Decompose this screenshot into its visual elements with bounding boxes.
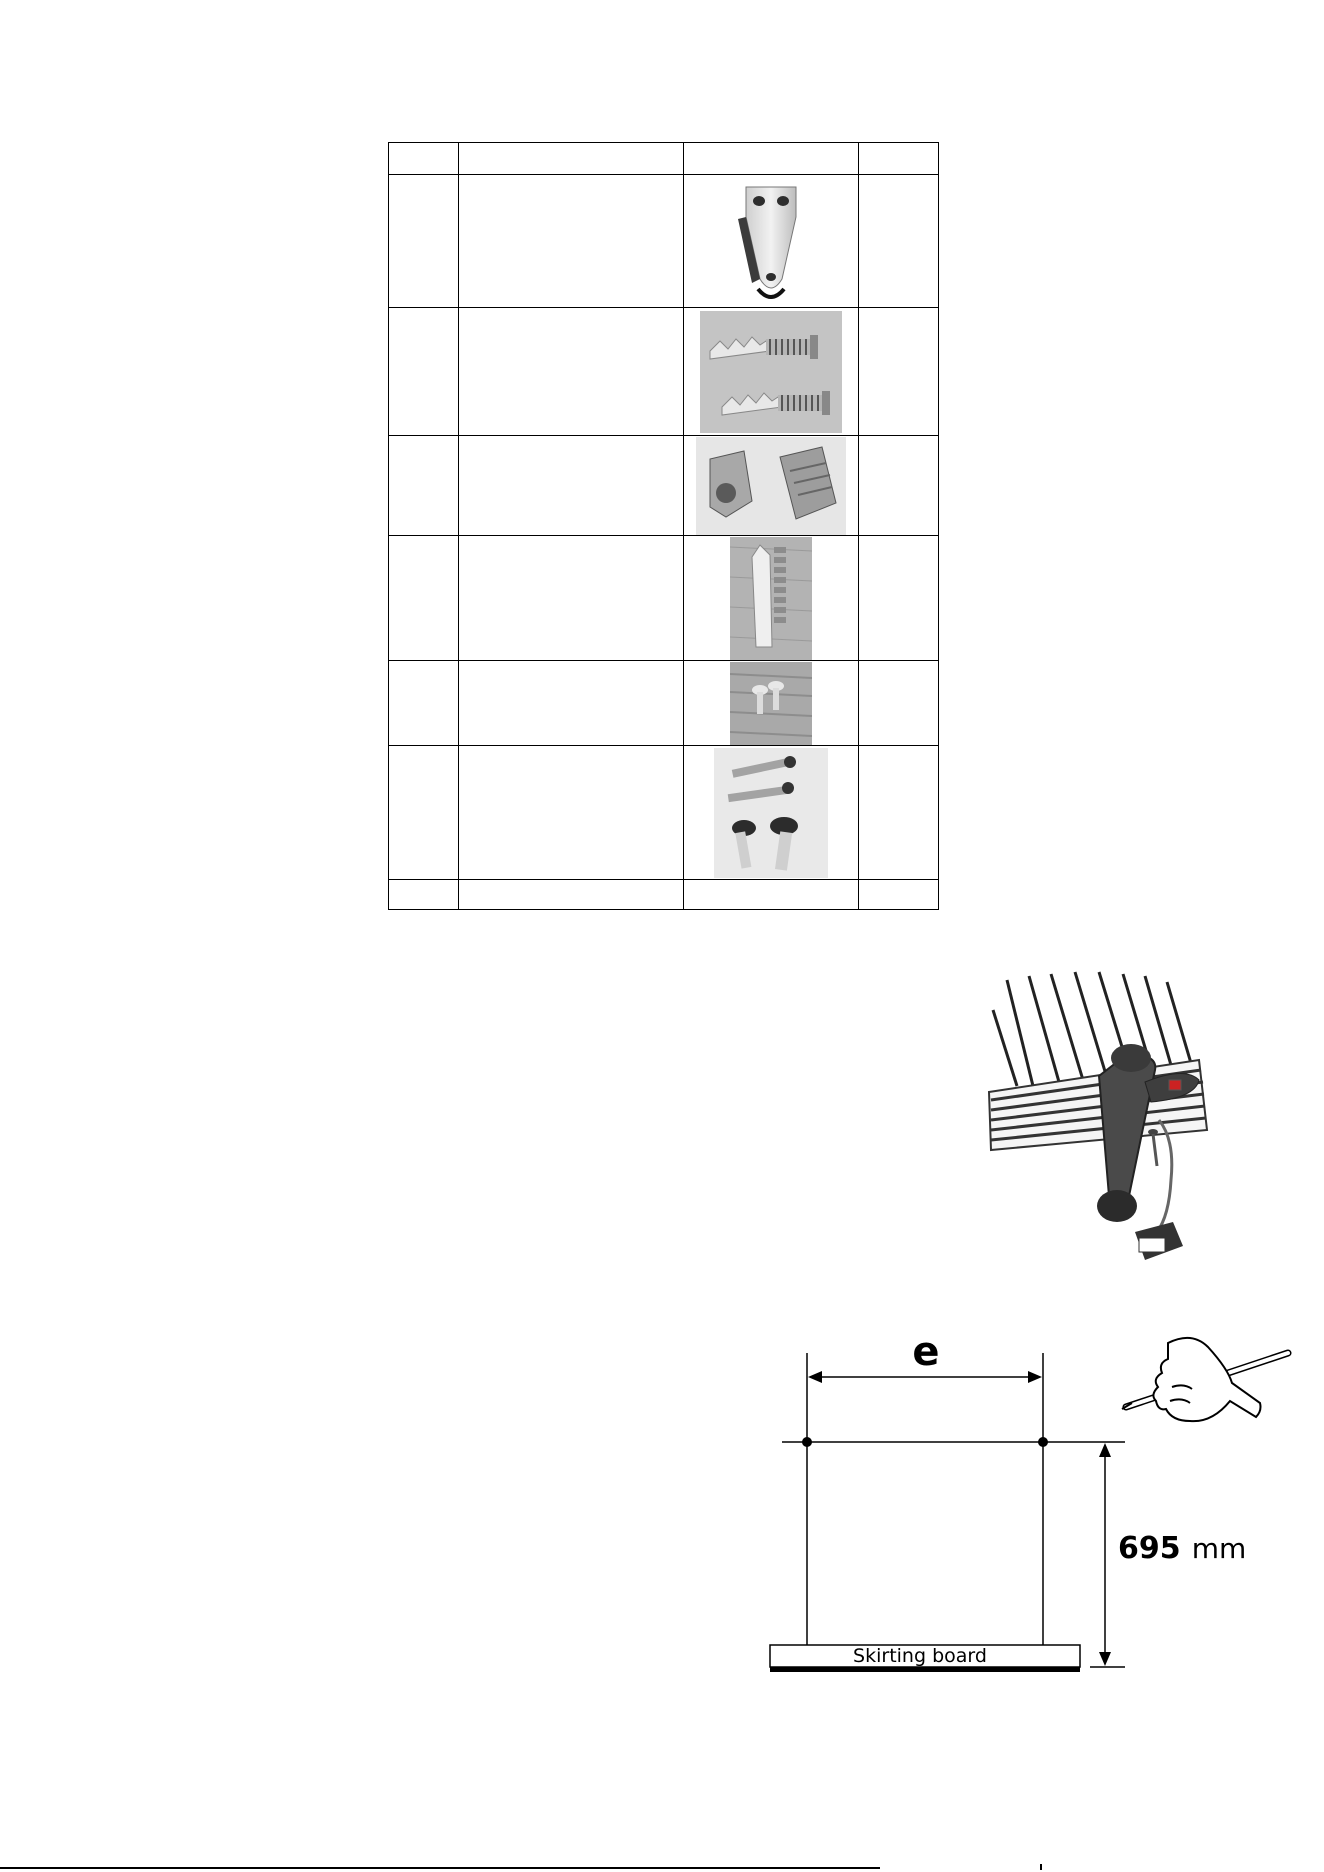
cell-quantity [859,880,939,910]
mark-point-left [802,1437,812,1447]
mounting-diagram [760,1325,1320,1695]
cell-image [684,536,859,661]
cell-description [459,536,684,661]
skirting-board [770,1645,1080,1672]
cell-description [459,880,684,910]
cell-quantity [859,436,939,536]
skirting-board-label: Skirting board [853,1645,987,1667]
table-row [389,536,939,661]
cell-image [684,436,859,536]
cell-image [684,746,859,880]
header-cell-description [459,143,684,175]
cell-description [459,436,684,536]
wall-anchor-screws-photo [700,311,842,433]
header-cell-quantity [859,143,939,175]
cell-quantity [859,175,939,308]
table-row [389,661,939,746]
plug-and-screw-photo [730,537,812,660]
cell-number [389,746,459,880]
footer-mark [1040,1864,1042,1870]
bracket-clips-photo [696,437,846,535]
plug-icon [1135,1222,1183,1260]
cell-description [459,661,684,746]
header-cell-number [389,143,459,175]
wall-bracket-photo [716,179,826,304]
small-screws-photo [730,662,812,745]
table-row [389,308,939,436]
cell-image [684,175,859,308]
arrow-up-icon [1099,1443,1111,1457]
foot-wheel [1097,1190,1137,1222]
footer-rule [0,1867,880,1869]
table-row [389,746,939,880]
cell-description [459,746,684,880]
cell-quantity [859,536,939,661]
cell-image [684,308,859,436]
header-cell-image [684,143,859,175]
power-cable [1157,1120,1172,1232]
indicator-light [1169,1080,1181,1090]
mark-point-right [1038,1437,1048,1447]
cell-number [389,536,459,661]
table-row [389,880,939,910]
self-tapping-screws-photo [714,748,828,878]
width-label: e [912,1329,940,1375]
cell-image [684,880,859,910]
cell-number [389,175,459,308]
cell-number [389,880,459,910]
cell-number [389,436,459,536]
arrow-left-icon [808,1371,822,1383]
arrow-down-icon [1099,1652,1111,1666]
radiator-foot-illustration [985,970,1210,1270]
cell-quantity [859,308,939,436]
cell-number [389,661,459,746]
cell-quantity [859,746,939,880]
cell-quantity [859,661,939,746]
cell-description [459,175,684,308]
cell-description [459,308,684,436]
height-value: 695 [1118,1531,1181,1566]
cell-number [389,308,459,436]
height-label [1118,1531,1246,1566]
table-row [389,175,939,308]
cell-image [684,661,859,746]
height-unit: mm [1191,1532,1247,1565]
arrow-right-icon [1028,1371,1042,1383]
table-header-row [389,143,939,175]
table-row [389,436,939,536]
parts-table [388,142,939,910]
hand-with-pencil-icon [1122,1338,1288,1421]
